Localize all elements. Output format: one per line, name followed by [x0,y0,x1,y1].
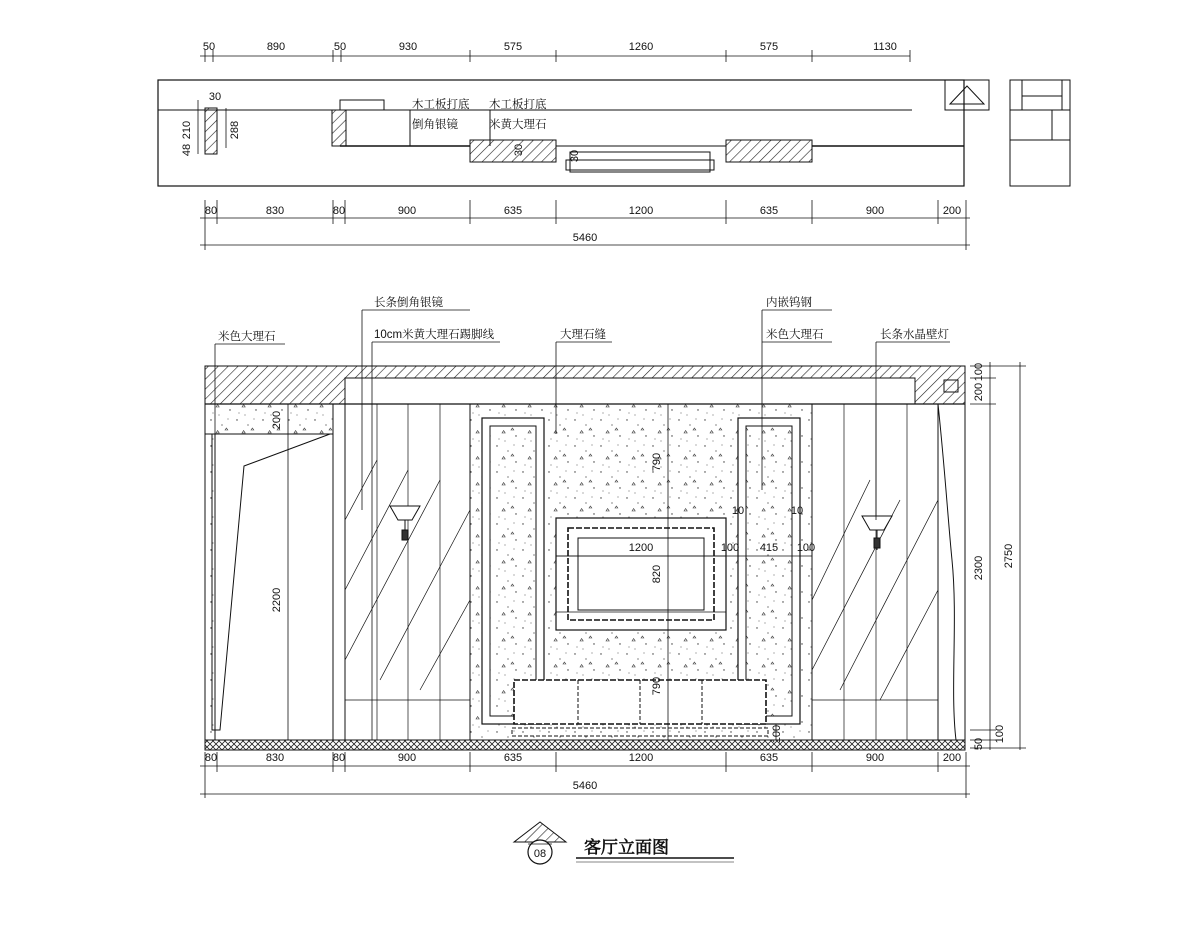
plan-top-dim-text [203,41,897,53]
plan-top-dim: 50 [202,41,216,53]
elev-bottom-dim: 635 [759,752,779,764]
plan-left-dim: 288 [229,120,241,140]
elev-bottom-dim: 635 [503,752,523,764]
plan-bottom-dim: 635 [759,205,779,217]
label-crystal-lamp: 长条水晶壁灯 [880,329,949,341]
elev-bottom-dim: 830 [265,752,285,764]
dim-790-top: 790 [651,452,663,472]
right-dimension-text [973,363,1015,750]
drawing-title-block [514,822,734,864]
plan-top-dim: 1130 [873,41,897,53]
dim-2200: 2200 [271,587,283,613]
plan-overall-dim: 5460 [572,232,598,244]
dim-200: 200 [271,410,283,430]
plan-note-2a: 木工板打底 [489,99,547,111]
baseboard [205,740,965,750]
dim-100-base: 100 [771,724,783,744]
plan-bottom-dim: 900 [397,205,417,217]
dim-820: 820 [651,564,663,584]
label-steel-inlay: 内嵌钨钢 [766,297,812,309]
mirror-panel-left [345,404,470,740]
dim-100-right: 100 [796,542,816,554]
dim-790-bottom: 790 [651,676,663,696]
label-beige-marble-right: 米色大理石 [766,329,824,341]
plan-note-1a: 木工板打底 [412,99,470,111]
plan-top-dimensions [200,50,910,62]
plan-left-dim: 48 [181,143,193,157]
plan-bottom-dim: 1200 [628,205,654,217]
plan-top-dim: 575 [503,41,523,53]
elev-bottom-dim: 900 [865,752,885,764]
elev-overall-dim: 5460 [572,780,598,792]
plan-left-wall [332,110,346,146]
label-mirror-strip: 长条倒角银镜 [374,297,443,309]
dim-10-right: 10 [790,505,804,517]
right-dim: 2300 [973,555,985,581]
plan-notes [412,97,547,131]
section-marker-icon [514,822,566,842]
elev-bottom-dim: 900 [397,752,417,764]
elev-bottom-dim: 80 [204,752,218,764]
plan-bottom-dim: 80 [332,205,346,217]
marble-frieze-left [205,404,333,434]
plan-bottom-dim: 830 [265,205,285,217]
plan-left-dim: 210 [181,120,193,140]
elev-bottom-dim: 1200 [628,752,654,764]
plan-marble-right [726,140,812,162]
plan-bottom-dim: 200 [942,205,962,217]
plan-note-1b: 倒角银镜 [412,119,458,131]
right-dim: 50 [973,737,985,751]
plan-fixture [945,80,989,110]
plan-top-dim: 50 [333,41,347,53]
elev-bottom-dim: 200 [942,752,962,764]
right-dim: 200 [973,382,985,402]
dim-1200: 1200 [628,542,654,554]
plan-small-dim: 30 [569,149,581,163]
plan-column [205,108,217,154]
left-panel [205,434,333,740]
plan-top-dim: 1260 [628,41,654,53]
plan-note-2b: 米黄大理石 [489,119,547,131]
plan-bottom-dim-text [205,205,961,244]
plan-bottom-dim: 635 [503,205,523,217]
wall-lamp-left [390,506,420,540]
label-beige-marble-left: 米色大理石 [218,331,276,343]
elevation-view [205,366,965,750]
plan-top-dim: 890 [266,41,286,53]
plan-left-dim: 30 [208,91,222,103]
dim-10-left: 10 [731,505,745,517]
label-baseboard: 10cm米黄大理石踢脚线 [374,329,495,341]
plan-view [158,80,1070,186]
plan-top-dim: 930 [398,41,418,53]
drawing-title: 客厅立面图 [584,838,669,857]
plan-small-dim: 30 [513,143,525,157]
dim-100-left: 100 [720,542,740,554]
right-dim: 100 [994,724,1006,744]
plan-top-dim: 575 [759,41,779,53]
right-dim: 100 [973,362,985,382]
elev-bottom-dim: 80 [332,752,346,764]
elevation-bottom-dim-text [205,752,961,792]
plan-outline [158,80,964,186]
sheet-number: 08 [533,848,547,860]
label-marble-seam: 大理石缝 [560,329,606,341]
mirror-panel-right [812,404,938,740]
right-dim-total: 2750 [1003,543,1015,569]
elevation-labels [218,295,949,343]
wall-lamp-right [862,516,892,550]
plan-bottom-dim: 900 [865,205,885,217]
dim-415: 415 [759,542,779,554]
plan-bottom-dim: 80 [204,205,218,217]
